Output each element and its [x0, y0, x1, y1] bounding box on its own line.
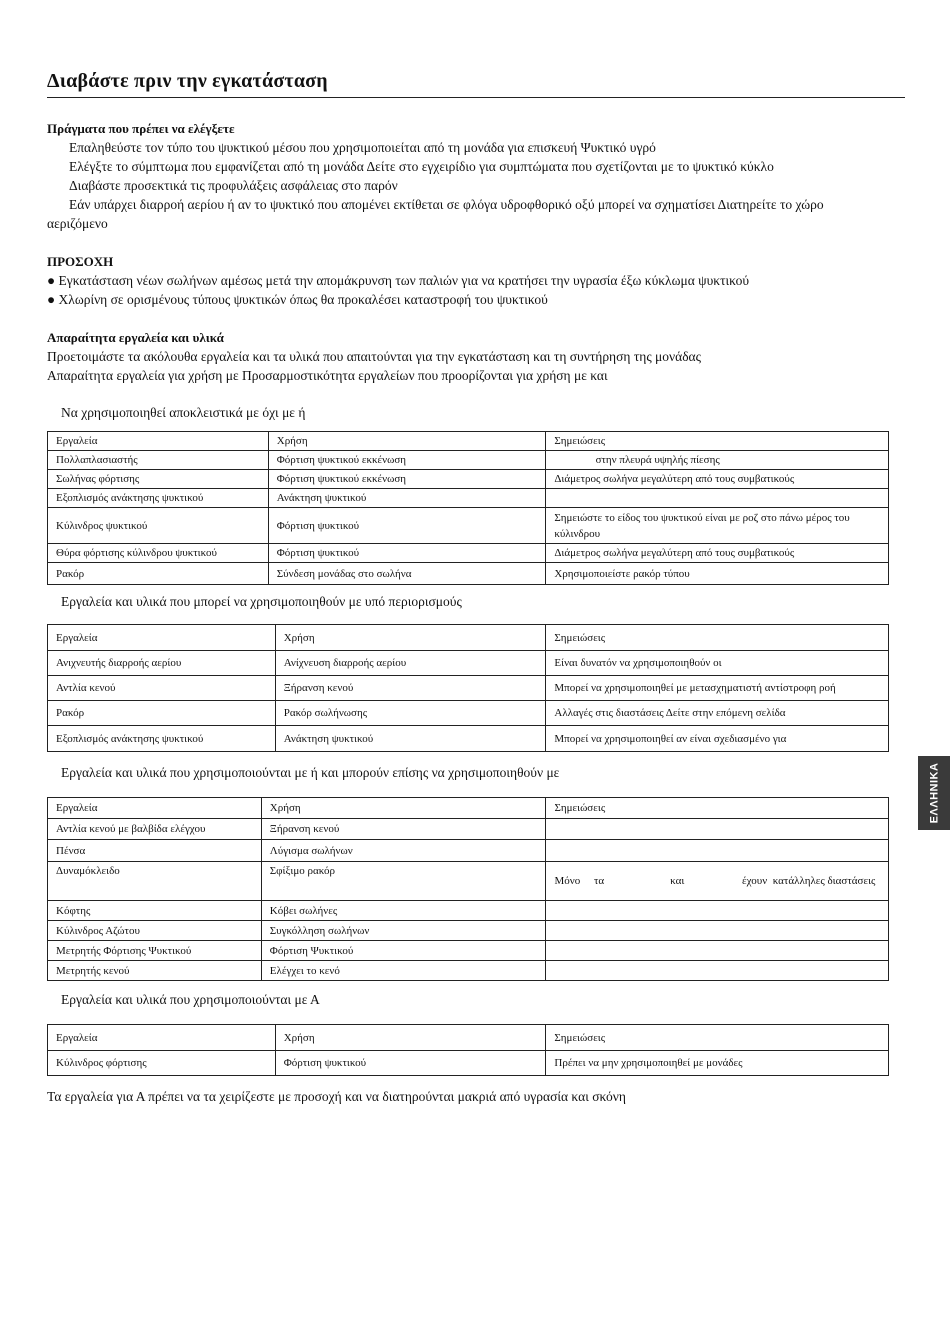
- header-cell-notes: Σημειώσεις: [546, 1025, 889, 1051]
- section1-heading: Να χρησιμοποιηθεί αποκλειστικά με όχι με ή: [61, 405, 306, 420]
- page-title: Διαβάστε πριν την εγκατάσταση: [47, 70, 328, 92]
- table-cell: Φόρτιση ψυκτικού: [268, 544, 546, 563]
- table-cell: [546, 901, 889, 921]
- table-row: [48, 901, 889, 921]
- table-cell: Κόφτης: [48, 901, 262, 921]
- header-cell-notes: Σημειώσεις: [546, 798, 889, 819]
- table-cell: Ανίχνευση διαρροής αερίου: [275, 651, 546, 676]
- table-row: [48, 941, 889, 961]
- header-cell-notes: Σημειώσεις: [546, 625, 889, 651]
- header-cell-tools: Εργαλεία: [48, 432, 269, 451]
- table-cell: Αντλία κενού: [48, 676, 276, 701]
- table-cell: [546, 489, 889, 508]
- table-cell: Ρακόρ: [48, 701, 276, 726]
- section2-table: [47, 624, 889, 752]
- table-cell: Φόρτιση ψυκτικού: [268, 508, 546, 544]
- table-cell: Σωλήνας φόρτισης: [48, 470, 269, 489]
- table-header-row: [48, 625, 889, 651]
- table-row: [48, 961, 889, 981]
- table-cell: Φόρτιση ψυκτικού εκκένωση: [268, 470, 546, 489]
- table-cell: Φόρτιση ψυκτικού εκκένωση: [268, 451, 546, 470]
- table-row: [48, 726, 889, 752]
- header-cell-usage: Χρήση: [261, 798, 546, 819]
- table-cell: στην πλευρά υψηλής πίεσης: [546, 451, 889, 470]
- table-cell: Θύρα φόρτισης κύλινδρου ψυκτικού: [48, 544, 269, 563]
- table-cell: Διάμετρος σωλήνα μεγαλύτερη από τους συμβατικούς: [546, 544, 889, 563]
- table-cell: Ρακόρ: [48, 563, 269, 585]
- table-row: [48, 563, 889, 585]
- table-cell: [546, 961, 889, 981]
- header-cell-notes: Σημειώσεις: [546, 432, 889, 451]
- table-cell: Σύνδεση μονάδας στο σωλήνα: [268, 563, 546, 585]
- table-cell: Ανάκτηση ψυκτικού: [268, 489, 546, 508]
- table-cell: Σφίξιμο ρακόρ: [261, 862, 546, 901]
- table-header-row: [48, 432, 889, 451]
- table-row: [48, 1051, 889, 1076]
- table-cell: Διάμετρος σωλήνα μεγαλύτερη από τους συμβατικούς: [546, 470, 889, 489]
- check-line-2: Ελέγξτε το σύμπτωμα που εμφανίζεται από τη μονάδα Δείτε στο εγχειρίδιο για συμπτώματα που σχετίζονται με το ψυκτικό κύκλο: [69, 159, 774, 174]
- table-row: [48, 921, 889, 941]
- table-cell: Ξήρανση κενού: [261, 819, 546, 840]
- table-row: [48, 676, 889, 701]
- table-cell: Φόρτιση ψυκτικού: [275, 1051, 546, 1076]
- table-cell: Πένσα: [48, 840, 262, 862]
- table-row: [48, 819, 889, 840]
- section3-heading: Εργαλεία και υλικά που χρησιμοποιούνται με ή και μπορούν επίσης να χρησιμοποιηθούν με: [61, 765, 560, 780]
- table-row: [48, 508, 889, 544]
- caution-heading: ΠΡΟΣΟΧΗ: [47, 254, 114, 269]
- table-cell: Εξοπλισμός ανάκτησης ψυκτικού: [48, 489, 269, 508]
- table-cell: Δυναμόκλειδο: [48, 862, 262, 901]
- table-cell: Πολλαπλασιαστής: [48, 451, 269, 470]
- table-cell: Αντλία κενού με βαλβίδα ελέγχου: [48, 819, 262, 840]
- table-cell: Αλλαγές στις διαστάσεις Δείτε στην επόμενη σελίδα: [546, 701, 889, 726]
- table-cell: Κύλινδρος ψυκτικού: [48, 508, 269, 544]
- caution-bullet-1: ● Εγκατάσταση νέων σωλήνων αμέσως μετά την απομάκρυνση των παλιών για να κρατήσει την υγρασία έξω κύκλωμα ψυκτικού: [47, 273, 750, 288]
- table-cell: Μπορεί να χρησιμοποιηθεί αν είναι σχεδιασμένο για: [546, 726, 889, 752]
- title-divider: [47, 97, 905, 98]
- table-header-row: [48, 798, 889, 819]
- table-row: [48, 840, 889, 862]
- table-cell: Ελέγχει το κενό: [261, 961, 546, 981]
- table-row: [48, 651, 889, 676]
- header-cell-tools: Εργαλεία: [48, 798, 262, 819]
- header-cell-tools: Εργαλεία: [48, 625, 276, 651]
- header-cell-usage: Χρήση: [275, 1025, 546, 1051]
- table-cell: [546, 840, 889, 862]
- caution-bullet-2: ● Χλωρίνη σε ορισμένους τύπους ψυκτικών όπως θα προκαλέσει καταστροφή του ψυκτικού: [47, 292, 548, 307]
- table-row: [48, 470, 889, 489]
- table-cell: Σημειώστε το είδος του ψυκτικού είναι με ροζ στο πάνω μέρος του κύλινδρου: [546, 508, 889, 544]
- tools-intro-line: Προετοιμάστε τα ακόλουθα εργαλεία και τα υλικά που απαιτούνται για την εγκατάσταση και τη συντήρηση της μονάδας: [47, 349, 701, 364]
- section4-heading: Εργαλεία και υλικά που χρησιμοποιούνται με Α: [61, 992, 320, 1007]
- table-cell: Μπορεί να χρησιμοποιηθεί με μετασχηματιστή αντίστροφη ροή: [546, 676, 889, 701]
- table-cell: [546, 921, 889, 941]
- section4-table: [47, 1024, 889, 1076]
- table-cell: Ρακόρ σωλήνωσης: [275, 701, 546, 726]
- table-row: [48, 451, 889, 470]
- table-cell: Φόρτιση Ψυκτικού: [261, 941, 546, 961]
- table-cell: Κύλινδρος Αζώτου: [48, 921, 262, 941]
- check-heading: Πράγματα που πρέπει να ελέγξετε: [47, 121, 235, 136]
- table-cell: Κύλινδρος φόρτισης: [48, 1051, 276, 1076]
- table-cell: Μετρητής Φόρτισης Ψυκτικού: [48, 941, 262, 961]
- header-cell-usage: Χρήση: [275, 625, 546, 651]
- table-cell: Μετρητής κενού: [48, 961, 262, 981]
- table-cell: Μόνο τα και έχουν κατάλληλες διαστάσεις: [546, 862, 889, 901]
- table-cell: Ανιχνευτής διαρροής αερίου: [48, 651, 276, 676]
- section3-table: [47, 797, 889, 981]
- table-row: [48, 701, 889, 726]
- section2-heading: Εργαλεία και υλικά που μπορεί να χρησιμοποιηθούν με υπό περιορισμούς: [61, 594, 462, 609]
- check-line-4: Εάν υπάρχει διαρροή αερίου ή αν το ψυκτικό που απομένει εκτίθεται σε φλόγα υδροφθορικό οξύ μπορεί να σχηματίσει Διατηρείτε το χώρο: [69, 197, 824, 212]
- table-row: [48, 489, 889, 508]
- table-cell: Συγκόλληση σωλήνων: [261, 921, 546, 941]
- table-cell: [546, 941, 889, 961]
- table-header-row: [48, 1025, 889, 1051]
- table-cell: Πρέπει να μην χρησιμοποιηθεί με μονάδες: [546, 1051, 889, 1076]
- header-cell-usage: Χρήση: [268, 432, 546, 451]
- footer-note: Τα εργαλεία για Α πρέπει να τα χειρίζεστε με προσοχή και να διατηρούνται μακριά από υγρασία και σκόνη: [47, 1089, 626, 1104]
- table-cell: Ανάκτηση ψυκτικού: [275, 726, 546, 752]
- table-cell: Λύγισμα σωλήνων: [261, 840, 546, 862]
- header-cell-tools: Εργαλεία: [48, 1025, 276, 1051]
- table-cell: Είναι δυνατόν να χρησιμοποιηθούν οι: [546, 651, 889, 676]
- table-row: [48, 862, 889, 901]
- table-cell: [546, 819, 889, 840]
- tools-heading: Απαραίτητα εργαλεία και υλικά: [47, 330, 224, 345]
- table-cell: Κόβει σωλήνες: [261, 901, 546, 921]
- language-side-tab-label: ΕΛΛΗΝΙΚΑ: [928, 762, 940, 824]
- tools-usage-line: Απαραίτητα εργαλεία για χρήση με Προσαρμοστικότητα εργαλείων που προορίζονται για χρήση με και: [47, 368, 608, 383]
- check-line-1: Επαληθεύστε τον τύπο του ψυκτικού μέσου που χρησιμοποιείται από τη μονάδα για επισκευή Ψυκτικό υγρό: [69, 140, 656, 155]
- table-cell: Χρησιμοποιείστε ρακόρ τύπου: [546, 563, 889, 585]
- section1-table: [47, 431, 889, 585]
- language-side-tab: [918, 756, 950, 830]
- check-line-3: Διαβάστε προσεκτικά τις προφυλάξεις ασφάλειας στο παρόν: [69, 178, 398, 193]
- table-cell: Εξοπλισμός ανάκτησης ψυκτικού: [48, 726, 276, 752]
- check-line-4-continuation: αεριζόμενο: [47, 216, 108, 231]
- table-row: [48, 544, 889, 563]
- table-cell: Ξήρανση κενού: [275, 676, 546, 701]
